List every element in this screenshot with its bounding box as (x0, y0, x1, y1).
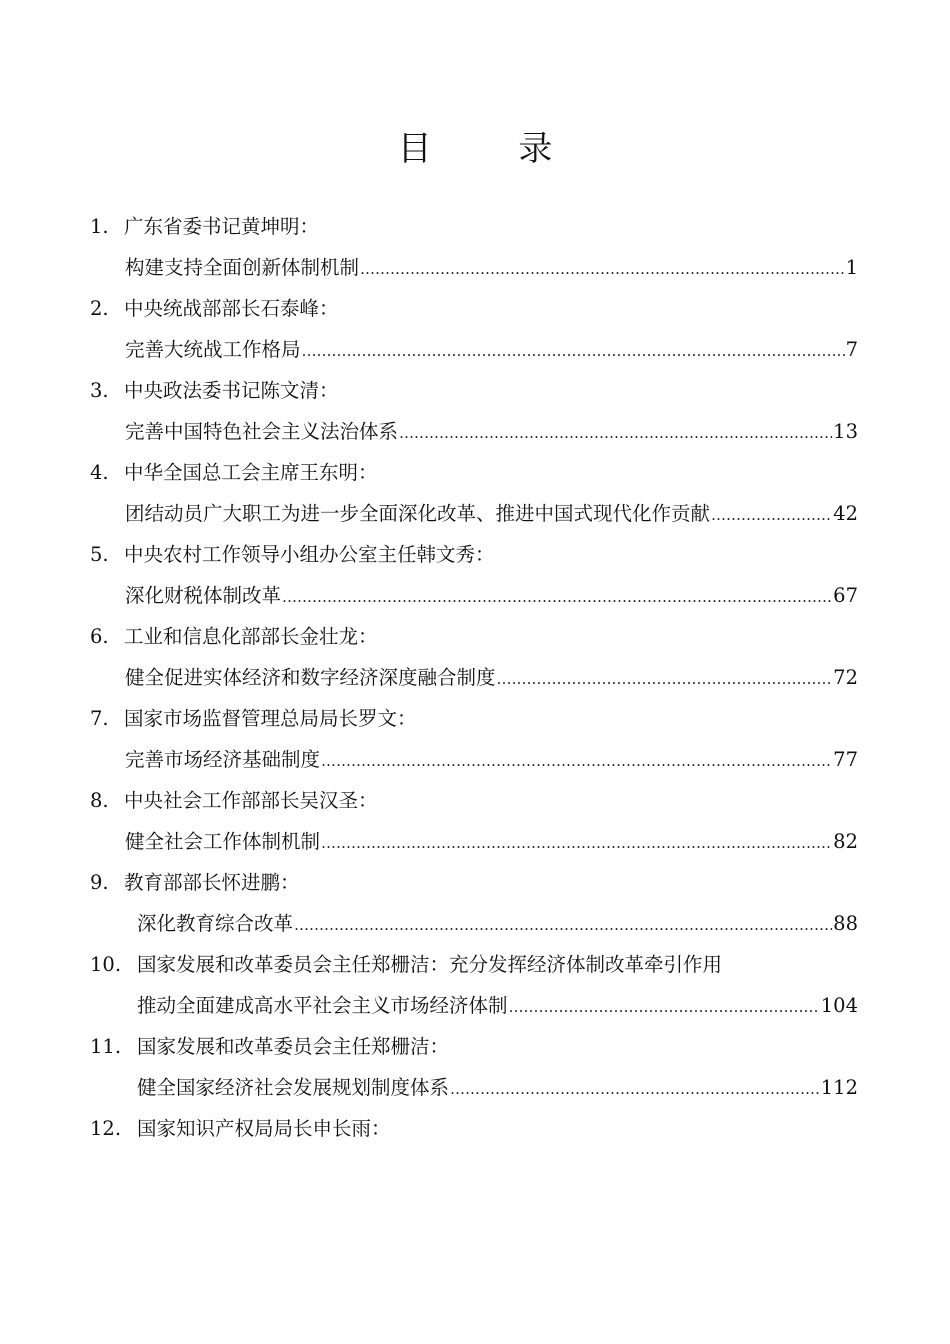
toc-entry-subtitle: 构建支持全面创新体制机制 (125, 256, 360, 279)
toc-entry-subtitle-line[interactable] (137, 909, 858, 939)
toc-entry-subtitle: 健全促进实体经济和数字经济深度融合制度 (125, 666, 496, 689)
dot-leader (321, 828, 832, 858)
toc-entry-subtitle: 健全社会工作体制机制 (125, 830, 321, 853)
toc-entry-number: 7. (90, 707, 109, 730)
toc-entry-author: 中央统战部部长石泰峰： (124, 297, 339, 320)
toc-entry-subtitle: 完善市场经济基础制度 (125, 748, 321, 771)
toc-entry-page: 82 (833, 830, 858, 853)
toc-entry-subtitle: 深化教育综合改革 (137, 912, 294, 935)
toc-entry-heading (90, 212, 319, 242)
toc-entry-heading (90, 1114, 391, 1144)
toc-entry-author: 国家发展和改革委员会主任郑栅洁：充分发挥经济体制改革牵引作用 (137, 953, 723, 976)
toc-entry-author: 国家发展和改革委员会主任郑栅洁： (137, 1035, 450, 1058)
toc-entry[interactable] (0, 868, 950, 950)
toc-entry[interactable] (0, 1114, 950, 1196)
toc-entry-number: 8. (90, 789, 109, 812)
toc-entry-subtitle-line[interactable] (125, 335, 858, 365)
dot-leader (321, 746, 832, 776)
toc-entry[interactable] (0, 786, 950, 868)
toc-entry[interactable] (0, 294, 950, 376)
toc-entry-subtitle: 推动全面建成高水平社会主义市场经济体制 (137, 994, 508, 1017)
toc-entry[interactable] (0, 622, 950, 704)
toc-entry-page: 77 (833, 748, 858, 771)
toc-entry-subtitle: 完善大统战工作格局 (125, 338, 301, 361)
toc-entry-subtitle-line[interactable] (125, 663, 858, 693)
toc-list (0, 212, 950, 1196)
toc-entry-page: 13 (833, 420, 858, 443)
toc-entry-author: 教育部部长怀进鹏： (124, 871, 300, 894)
toc-entry-page: 7 (845, 338, 858, 361)
dot-leader (497, 664, 833, 694)
toc-entry-heading (90, 458, 378, 488)
toc-entry-number: 9. (90, 871, 109, 894)
toc-entry-subtitle-line[interactable] (125, 417, 858, 447)
toc-entry-number: 12. (90, 1117, 122, 1140)
toc-entry-subtitle-line[interactable] (125, 253, 858, 283)
toc-entry-subtitle: 完善中国特色社会主义法治体系 (125, 420, 399, 443)
toc-entry-number: 11. (90, 1035, 122, 1058)
toc-entry[interactable] (0, 1032, 950, 1114)
dot-leader (282, 582, 832, 612)
dot-leader (360, 254, 845, 284)
toc-entry[interactable] (0, 376, 950, 458)
toc-entry-subtitle-line[interactable] (125, 745, 858, 775)
toc-entry-page: 42 (833, 502, 858, 525)
toc-entry-heading (90, 704, 417, 734)
toc-entry-heading (90, 1032, 449, 1062)
toc-entry-heading (90, 540, 495, 570)
toc-entry[interactable] (0, 212, 950, 294)
toc-entry-heading (90, 622, 378, 652)
toc-entry-subtitle-line[interactable] (137, 1073, 858, 1103)
toc-entry-heading (90, 950, 722, 980)
toc-entry-page: 1 (845, 256, 858, 279)
toc-entry[interactable] (0, 458, 950, 540)
toc-entry-heading (90, 294, 339, 324)
dot-leader (302, 336, 845, 366)
toc-entry-author: 中华全国总工会主席王东明： (124, 461, 378, 484)
toc-entry-number: 6. (90, 625, 109, 648)
toc-entry-subtitle: 健全国家经济社会发展规划制度体系 (137, 1076, 450, 1099)
toc-entry-page: 112 (820, 1076, 858, 1099)
toc-entry-heading (90, 376, 339, 406)
toc-entry-subtitle-line[interactable] (125, 581, 858, 611)
toc-entry-number: 10. (90, 953, 122, 976)
toc-entry-subtitle-line[interactable] (125, 499, 858, 529)
toc-entry-author: 国家知识产权局局长申长雨： (137, 1117, 391, 1140)
toc-title: 目 录 (397, 129, 591, 169)
toc-entry-subtitle: 团结动员广大职工为进一步全面深化改革、推进中国式现代化作贡献 (125, 502, 711, 525)
dot-leader (294, 910, 832, 940)
toc-entry-author: 中央农村工作领导小组办公室主任韩文秀： (124, 543, 495, 566)
toc-entry-number: 4. (90, 461, 109, 484)
dot-leader (399, 418, 832, 448)
toc-entry-author: 中央政法委书记陈文清： (124, 379, 339, 402)
toc-entry-subtitle: 深化财税体制改革 (125, 584, 282, 607)
toc-entry-author: 国家市场监督管理总局局长罗文： (124, 707, 417, 730)
toc-entry-page: 67 (833, 584, 858, 607)
toc-entry-subtitle-line[interactable] (125, 827, 858, 857)
toc-entry[interactable] (0, 950, 950, 1032)
toc-entry-heading (90, 786, 378, 816)
toc-entry-number: 1. (90, 215, 109, 238)
dot-leader (509, 992, 820, 1022)
toc-entry-number: 5. (90, 543, 109, 566)
toc-entry-page: 88 (833, 912, 858, 935)
toc-entry[interactable] (0, 704, 950, 786)
toc-entry-author: 工业和信息化部部长金壮龙： (124, 625, 378, 648)
toc-entry-author: 中央社会工作部部长吴汉圣： (124, 789, 378, 812)
toc-entry-author: 广东省委书记黄坤明： (124, 215, 320, 238)
toc-entry[interactable] (0, 540, 950, 622)
toc-entry-subtitle-line[interactable] (137, 991, 858, 1021)
toc-entry-number: 2. (90, 297, 109, 320)
toc-entry-number: 3. (90, 379, 109, 402)
toc-entry-page: 72 (833, 666, 858, 689)
dot-leader (450, 1074, 820, 1104)
dot-leader (711, 500, 832, 530)
toc-entry-heading (90, 868, 300, 898)
toc-entry-page: 104 (820, 994, 858, 1017)
